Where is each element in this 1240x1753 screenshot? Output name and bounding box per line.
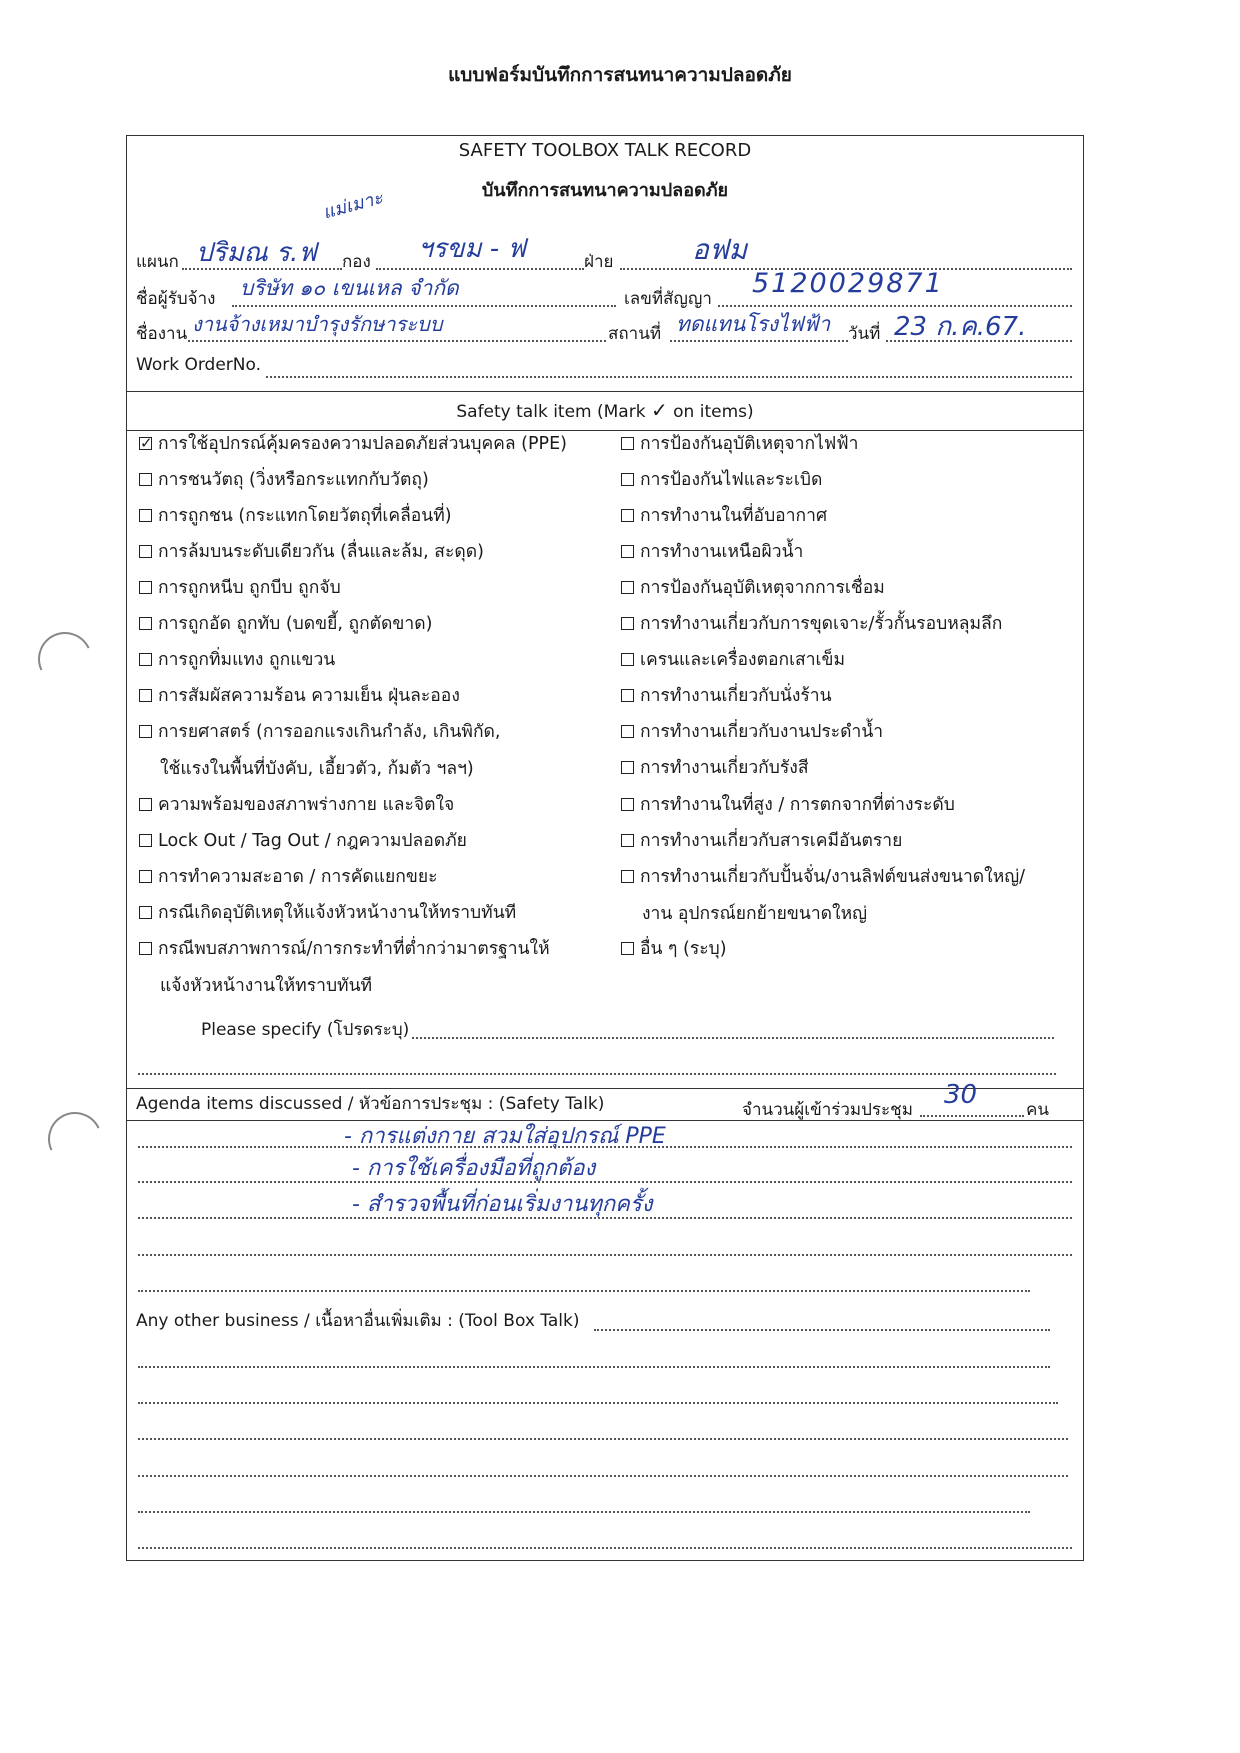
checklist-item[interactable]: [621, 685, 832, 707]
checklist-item-label: การทำงานเกี่ยวกับการขุดเจาะ/รั้วกั้นรอบหลุมลึก: [640, 614, 1003, 634]
checkbox-icon[interactable]: [621, 473, 634, 486]
date-label: วันที่: [848, 324, 881, 344]
checklist-item[interactable]: [621, 866, 1025, 888]
date-value[interactable]: 23 ก.ค.67.: [894, 312, 1027, 342]
checklist-item-label: การป้องกันไฟและระเบิด: [640, 470, 823, 490]
checklist-item[interactable]: [621, 505, 827, 527]
agenda-entry[interactable]: - การแต่งกาย สวมใส่อุปกรณ์ PPE: [344, 1124, 666, 1149]
agenda-entry[interactable]: - สำรวจพื้นที่ก่อนเริ่มงานทุกครั้ง: [352, 1192, 653, 1217]
other-business-line: [138, 1438, 1068, 1440]
checklist-item[interactable]: [621, 794, 955, 816]
agenda-label: Agenda items discussed / หัวข้อการประชุม : (Safety Talk): [136, 1094, 605, 1114]
checklist-item[interactable]: [139, 505, 452, 527]
division-value[interactable]: ฯรขม - ฟ: [418, 234, 526, 264]
please-specify-line: [138, 1073, 1056, 1075]
checkbox-icon[interactable]: [621, 437, 634, 450]
checkbox-icon[interactable]: [621, 581, 634, 594]
checklist-item-label: การสัมผัสความร้อน ความเย็น ฝุ่นละออง: [158, 686, 460, 706]
please-specify-line: [412, 1037, 1054, 1039]
checkbox-icon[interactable]: [139, 906, 152, 919]
checklist-item[interactable]: [621, 613, 1002, 635]
other-business-line: [138, 1475, 1068, 1477]
checklist-item[interactable]: [621, 721, 883, 743]
checklist-item[interactable]: [139, 469, 429, 491]
other-business-line: [594, 1329, 1050, 1331]
checklist-item[interactable]: [621, 577, 885, 599]
attendees-label: จำนวนผู้เข้าร่วมประชุม: [742, 1100, 913, 1120]
checklist-item[interactable]: [621, 541, 803, 563]
checklist-item[interactable]: [139, 866, 438, 888]
page-title: แบบฟอร์มบันทึกการสนทนาความปลอดภัย: [448, 64, 792, 86]
checkbox-icon[interactable]: [621, 798, 634, 811]
other-business-line: [138, 1366, 1050, 1368]
checklist-item[interactable]: [139, 938, 550, 960]
checkbox-icon[interactable]: [621, 942, 634, 955]
checklist-item-label: การทำงานเกี่ยวกับนั่งร้าน: [640, 686, 832, 706]
form-title-th: บันทึกการสนทนาความปลอดภัย: [481, 180, 729, 201]
checklist-item-label: การยศาสตร์ (การออกแรงเกินกำลัง, เกินพิกัด,: [158, 722, 501, 742]
agenda-line: [138, 1181, 1072, 1183]
other-business-line: [138, 1511, 1030, 1513]
location-label: สถานที่: [608, 324, 662, 344]
work-order-label: Work OrderNo.: [136, 355, 261, 375]
checklist-item[interactable]: [621, 433, 859, 455]
checklist-item-label: การถูกทิ่มแทง ถูกแขวน: [158, 650, 336, 670]
checkbox-icon[interactable]: [139, 545, 152, 558]
checkbox-icon[interactable]: [139, 834, 152, 847]
checklist-item-label: การทำงานเหนือผิวน้ำ: [640, 542, 804, 562]
checklist-item-label: การป้องกันอุบัติเหตุจากการเชื่อม: [640, 578, 885, 598]
job-line: [188, 340, 606, 342]
checklist-item-label: การป้องกันอุบัติเหตุจากไฟฟ้า: [640, 434, 859, 454]
checklist-item-label: ความพร้อมของสภาพร่างกาย และจิตใจ: [158, 795, 455, 815]
attendees-line: [920, 1115, 1024, 1117]
checklist-item[interactable]: [621, 938, 727, 960]
checklist-item[interactable]: [139, 577, 341, 599]
checklist-item-label: การถูกชน (กระแทกโดยวัตถุที่เคลื่อนที่): [158, 506, 452, 526]
checklist-item[interactable]: [139, 685, 460, 707]
divider: [126, 430, 1084, 431]
checkbox-icon[interactable]: [621, 617, 634, 630]
checklist-item[interactable]: [139, 649, 335, 671]
checklist-item-label: อื่น ๆ (ระบุ): [640, 939, 727, 959]
checkbox-icon[interactable]: [139, 942, 152, 955]
checklist-item-label: การทำงานในที่สูง / การตกจากที่ต่างระดับ: [640, 795, 955, 815]
department-value[interactable]: ปริมณ ร.ฟ: [196, 238, 317, 268]
safety-talk-heading-prefix: Safety talk item (Mark: [456, 402, 646, 422]
checklist-item[interactable]: [139, 902, 516, 924]
checklist-item-label: การทำงานในที่อับอากาศ: [640, 506, 828, 526]
checklist-item[interactable]: [621, 830, 902, 852]
checklist-item-label: การถูกอัด ถูกทับ (บดขยี้, ถูกตัดขาด): [158, 614, 433, 634]
checklist-item-label: การทำงานเกี่ยวกับรังสี: [640, 758, 809, 778]
checkbox-icon[interactable]: [139, 689, 152, 702]
checklist-item[interactable]: [139, 721, 500, 743]
checklist-item-label: การล้มบนระดับเดียวกัน (ลื่นและล้ม, สะดุด): [158, 542, 484, 562]
attendees-value[interactable]: 30: [944, 1080, 978, 1110]
safety-talk-heading-suffix: on items): [673, 402, 754, 422]
checkbox-icon[interactable]: [139, 509, 152, 522]
checklist-item-label: กรณีพบสภาพการณ์/การกระทำที่ต่ำกว่ามาตรฐานให้: [158, 939, 550, 959]
checklist-item-continued: แจ้งหัวหน้างานให้ทราบทันที: [160, 976, 373, 996]
checklist-item-label: Lock Out / Tag Out / กฎความปลอดภัย: [158, 831, 467, 851]
agenda-line: [138, 1254, 1072, 1256]
checkbox-icon[interactable]: [621, 509, 634, 522]
divider: [126, 1088, 1084, 1089]
checkbox-icon[interactable]: [139, 581, 152, 594]
checklist-item[interactable]: [139, 794, 454, 816]
other-business-label: Any other business / เนื้อหาอื่นเพิ่มเติม : (Tool Box Talk): [136, 1311, 580, 1331]
checklist-item-label: การทำงานเกี่ยวกับงานประดำน้ำ: [640, 722, 884, 742]
check-mark-icon: ✓: [650, 398, 668, 422]
checklist-item-label: การใช้อุปกรณ์คุ้มครองความปลอดภัยส่วนบุคคล (PPE): [158, 434, 567, 454]
department-label: แผนก: [136, 252, 179, 272]
checked-checkbox-icon[interactable]: [139, 437, 152, 450]
agenda-entry[interactable]: - การใช้เครื่องมือที่ถูกต้อง: [352, 1156, 596, 1181]
checklist-item-label: การถูกหนีบ ถูกบีบ ถูกจับ: [158, 578, 341, 598]
checklist-item-label: เครนและเครื่องตอกเสาเข็ม: [640, 650, 846, 670]
division-label: กอง: [342, 252, 371, 272]
checkbox-icon[interactable]: [139, 473, 152, 486]
checklist-item-continued: ใช้แรงในพื้นที่บังคับ, เอี้ยวตัว, ก้มตัว ฯลฯ): [160, 759, 474, 779]
checkbox-icon[interactable]: [621, 834, 634, 847]
checklist-item[interactable]: [621, 469, 822, 491]
checkbox-icon[interactable]: [139, 617, 152, 630]
section-value[interactable]: อฟม: [692, 233, 748, 266]
checkbox-icon[interactable]: [621, 870, 634, 883]
checkbox-icon[interactable]: [139, 798, 152, 811]
checklist-item[interactable]: [139, 541, 484, 563]
checkbox-icon[interactable]: [621, 653, 634, 666]
checkbox-icon[interactable]: [621, 545, 634, 558]
checkbox-icon[interactable]: [139, 725, 152, 738]
checkbox-icon[interactable]: [621, 761, 634, 774]
safety-talk-heading: [126, 398, 1084, 422]
checklist-item[interactable]: [621, 649, 845, 671]
contract-no-label: เลขที่สัญญา: [624, 289, 712, 309]
punch-hole: [40, 1104, 109, 1173]
other-business-line: [138, 1402, 1058, 1404]
checklist-item[interactable]: [139, 433, 567, 455]
checkbox-icon[interactable]: [139, 870, 152, 883]
location-value[interactable]: ทดแทนโรงไฟฟ้า: [676, 312, 831, 336]
checklist-item[interactable]: [621, 757, 809, 779]
contractor-line: [232, 305, 616, 307]
checklist-item-label: การทำงานเกี่ยวกับปั้นจั่น/งานลิฟต์ขนส่งขนาดใหญ่/: [640, 867, 1026, 887]
checklist-item-label: การชนวัตถุ (วิ่งหรือกระแทกกับวัตถุ): [158, 470, 429, 490]
checklist-item[interactable]: [139, 613, 432, 635]
section-label: ฝ่าย: [584, 252, 614, 272]
other-business-line: [138, 1547, 1072, 1549]
attendees-unit: คน: [1026, 1100, 1049, 1120]
checkbox-icon[interactable]: [621, 725, 634, 738]
checklist-item-label: การทำความสะอาด / การคัดแยกขยะ: [158, 867, 438, 887]
form-title-en: SAFETY TOOLBOX TALK RECORD: [458, 140, 752, 161]
checklist-item-label: การทำงานเกี่ยวกับสารเคมีอันตราย: [640, 831, 903, 851]
checklist-item-label: กรณีเกิดอุบัติเหตุให้แจ้งหัวหน้างานให้ทราบทันที: [158, 903, 517, 923]
contract-no-value[interactable]: 5120029871: [752, 268, 944, 299]
agenda-line: [138, 1290, 1030, 1292]
checklist-item[interactable]: [139, 830, 467, 852]
punch-hole: [30, 624, 99, 693]
checkbox-icon[interactable]: [139, 653, 152, 666]
job-label: ชื่องาน: [136, 324, 188, 344]
checklist-item-continued: งาน อุปกรณ์ยกย้ายขนาดใหญ่: [642, 904, 868, 924]
contractor-value[interactable]: บริษัท ๑๐ เขนเหล จำกัด: [240, 276, 459, 300]
work-order-line: [266, 376, 1072, 378]
contractor-label: ชื่อผู้รับจ้าง: [136, 289, 216, 309]
please-specify-label: Please specify (โปรดระบุ): [201, 1020, 410, 1040]
job-value[interactable]: งานจ้างเหมาบำรุงรักษาระบบ: [192, 312, 443, 336]
checkbox-icon[interactable]: [621, 689, 634, 702]
divider: [126, 391, 1084, 392]
department-note: แม่เมาะ: [320, 187, 386, 224]
